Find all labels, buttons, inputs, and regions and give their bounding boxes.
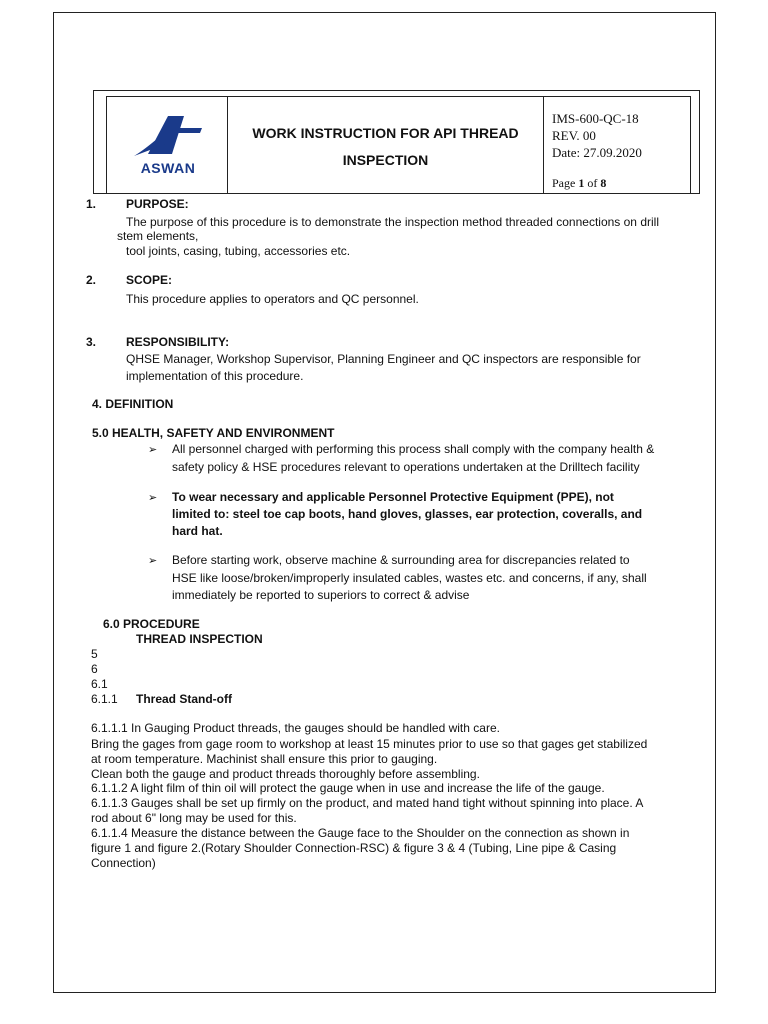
list-number-6-1-1: 6.1.1 (91, 692, 118, 706)
hse-bullet-2-line-1: To wear necessary and applicable Personnel Protective Equipment (PPE), not (172, 490, 614, 504)
procedure-line-10: Connection) (91, 856, 156, 870)
procedure-line-4: Clean both the gauge and product threads thoroughly before assembling. (91, 767, 480, 781)
section-6-subtitle: THREAD INSPECTION (136, 632, 263, 646)
document-title (228, 120, 543, 174)
doc-date: Date: 27.09.2020 (552, 145, 642, 160)
hse-bullet-3-line-3: immediately be reported to superiors to correct & advise (172, 588, 470, 602)
section-1-text-1: The purpose of this procedure is to demonstrate the inspection method threaded connections on drill (126, 215, 659, 229)
procedure-line-3: at room temperature. Machinist shall ensure this prior to gauging. (91, 752, 438, 766)
section-1-text-3: tool joints, casing, tubing, accessories etc. (126, 244, 351, 258)
page-number: 1 (578, 176, 585, 190)
bullet-arrow-icon: ➢ (148, 444, 158, 456)
bullet-arrow-icon: ➢ (148, 492, 158, 504)
doc-revision: REV. 00 (552, 128, 596, 143)
thread-standoff-heading: Thread Stand-off (136, 692, 232, 706)
section-6-title: 6.0 PROCEDURE (103, 617, 200, 631)
section-3-text-1: QHSE Manager, Workshop Supervisor, Planning Engineer and QC inspectors are responsible for (126, 352, 641, 366)
procedure-line-7: rod about 6" long may be used for this. (91, 811, 297, 825)
procedure-line-1: 6.1.1.1 In Gauging Product threads, the gauges should be handled with care. (91, 721, 500, 735)
section-1-title: PURPOSE: (126, 197, 189, 211)
section-5-title: 5.0 HEALTH, SAFETY AND ENVIRONMENT (92, 426, 335, 440)
page-of: of (584, 176, 601, 190)
page-indicator (552, 176, 606, 191)
logo-wordmark: ASWAN (140, 160, 196, 176)
procedure-line-6: 6.1.1.3 Gauges shall be set up firmly on the product, and mated hand tight without spinning into place. A (91, 796, 644, 810)
section-2-text: This procedure applies to operators and QC personnel. (126, 292, 419, 306)
hse-bullet-1-line-2: safety policy & HSE procedures relevant to operations undertaken at the Drilltech facility (172, 460, 640, 474)
list-number-5: 5 (91, 647, 98, 661)
title-line-1: WORK INSTRUCTION FOR API THREAD (252, 125, 519, 141)
header-divider-meta (543, 96, 544, 194)
procedure-line-9: figure 1 and figure 2.(Rotary Shoulder Connection-RSC) & figure 3 & 4 (Tubing, Line pipe & Casing (91, 841, 617, 855)
section-4-title: 4. DEFINITION (92, 397, 174, 411)
doc-number: IMS-600-QC-18 (552, 111, 639, 126)
section-3-title: RESPONSIBILITY: (126, 335, 230, 349)
section-2-title: SCOPE: (126, 273, 173, 287)
list-number-6-1: 6.1 (91, 677, 108, 691)
hse-bullet-2-line-3: hard hat. (172, 524, 223, 538)
procedure-line-5: 6.1.1.2 A light film of thin oil will protect the gauge when in use and increase the life of the gauge. (91, 781, 605, 795)
title-line-2: INSPECTION (342, 152, 429, 168)
section-2-number: 2. (86, 273, 97, 287)
section-3-number: 3. (86, 335, 97, 349)
section-1-text-2: stem elements, (117, 229, 199, 243)
list-number-6: 6 (91, 662, 98, 676)
section-3-text-2: implementation of this procedure. (126, 369, 304, 383)
page-prefix: Page (552, 176, 579, 190)
hse-bullet-3-line-2: HSE like loose/broken/improperly insulated cables, wastes etc. and concerns, if any, shall (172, 571, 647, 585)
hse-bullet-1-line-1: All personnel charged with performing this process shall comply with the company health & (172, 442, 655, 456)
procedure-line-2: Bring the gages from gage room to workshop at least 15 minutes prior to use so that gages get stabilized (91, 737, 648, 751)
bullet-arrow-icon: ➢ (148, 555, 158, 567)
hse-bullet-2-line-2: limited to: steel toe cap boots, hand gloves, glasses, ear protection, coveralls, and (172, 507, 643, 521)
page-total: 8 (600, 176, 607, 190)
procedure-line-8: 6.1.1.4 Measure the distance between the Gauge face to the Shoulder on the connection as shown in (91, 826, 630, 840)
hse-bullet-3-line-1: Before starting work, observe machine & surrounding area for discrepancies related to (172, 553, 630, 567)
document-meta (552, 110, 692, 161)
section-1-number: 1. (86, 197, 97, 211)
